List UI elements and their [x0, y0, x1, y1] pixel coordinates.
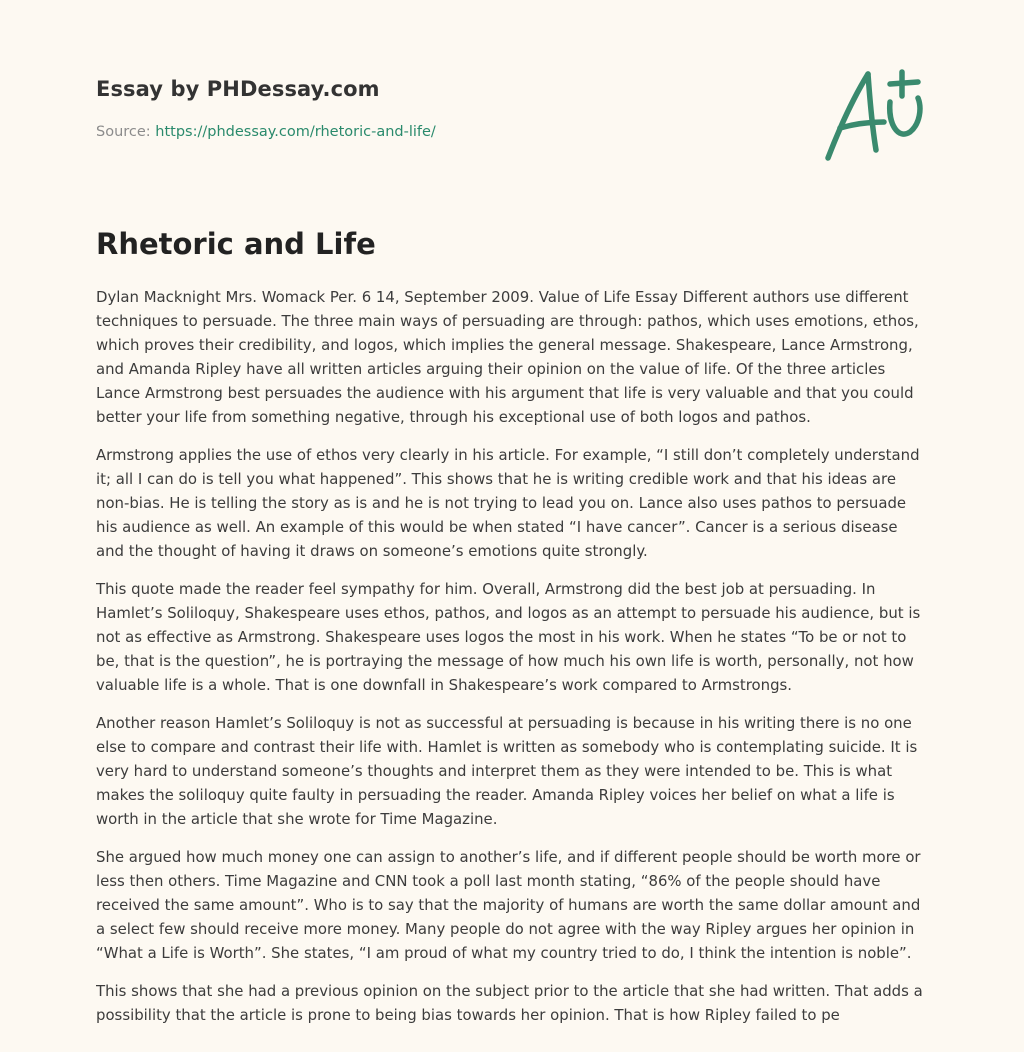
- source-line: [96, 122, 736, 142]
- source-link[interactable]: https://phdessay.com/rhetoric-and-life/: [155, 124, 436, 140]
- essay-paragraph: This shows that she had a previous opinion on the subject prior to the article that she had written. That adds a possibility that the article is prone to being bias towards her opinion. That is how Ripley failed to pe: [96, 982, 923, 1024]
- essay-paragraph: This quote made the reader feel sympathy for him. Overall, Armstrong did the best job at persuading. In Hamlet’s Soliloquy, Shakespeare uses ethos, pathos, and logos as an attempt to persuade his audience, but is not as effective as Armstrong. Shakespeare uses logos the most in his work. When he states “To be or not to be, that is the question”, he is portraying the message of how much his own life is worth, personally, not how valuable life is a whole. That is one downfall in Shakespeare’s work compared to Armstrongs.: [96, 580, 921, 694]
- essay-paragraph: Another reason Hamlet’s Soliloquy is not as successful at persuading is because in his writing there is no one else to compare and contrast their life with. Hamlet is written as somebody who is contemplating suicide. It is very hard to understand someone’s thoughts and interpret them as they were intended to be. This is what makes the soliloquy quite faulty in persuading the reader. Amanda Ripley voices her belief on what a life is worth in the article that she wrote for Time Magazine.: [96, 714, 918, 828]
- source-label: Source:: [96, 124, 156, 140]
- essay-paragraph: Dylan Macknight Mrs. Womack Per. 6 14, September 2009. Value of Life Essay Different authors use different techniques to persuade. The three main ways of persuading are through: pathos, which uses emotions, ethos, which proves their credibility, and logos, which implies the general message. Shakespeare, Lance Armstrong, and Amanda Ripley have all written articles arguing their opinion on the value of life. Of the three articles Lance Armstrong best persuades the audience with his argument that life is very valuable and that you could better your life from something negative, through his exceptional use of both logos and pathos.: [96, 288, 919, 426]
- essay-header: [96, 74, 736, 142]
- essay-paragraph: Armstrong applies the use of ethos very clearly in his article. For example, “I still don’t completely understand it; all I can do is tell you what happened”. This shows that he is writing credible work and that his ideas are non-bias. He is telling the story as is and he is not trying to lead you on. Lance also uses pathos to persuade his audience as well. An example of this would be when stated “I have cancer”. Cancer is a serious disease and the thought of having it draws on someone’s emotions quite strongly.: [96, 446, 920, 560]
- essay-title: Rhetoric and Life: [96, 227, 376, 261]
- site-brand: Essay by PHDessay.com: [96, 77, 380, 101]
- a-plus-logo-icon: [818, 62, 930, 166]
- essay-paragraph: She argued how much money one can assign to another’s life, and if different people should be worth more or less then others. Time Magazine and CNN took a poll last month stating, “86% of the people should have received the same amount”. Who is to say that the majority of humans are worth the same dollar amount and a select few should receive more money. Many people do not agree with the way Ripley argues her opinion in “What a Life is Worth”. She states, “I am proud of what my country tried to do, I think the intention is noble”.: [96, 848, 921, 962]
- essay-body: [96, 285, 930, 1035]
